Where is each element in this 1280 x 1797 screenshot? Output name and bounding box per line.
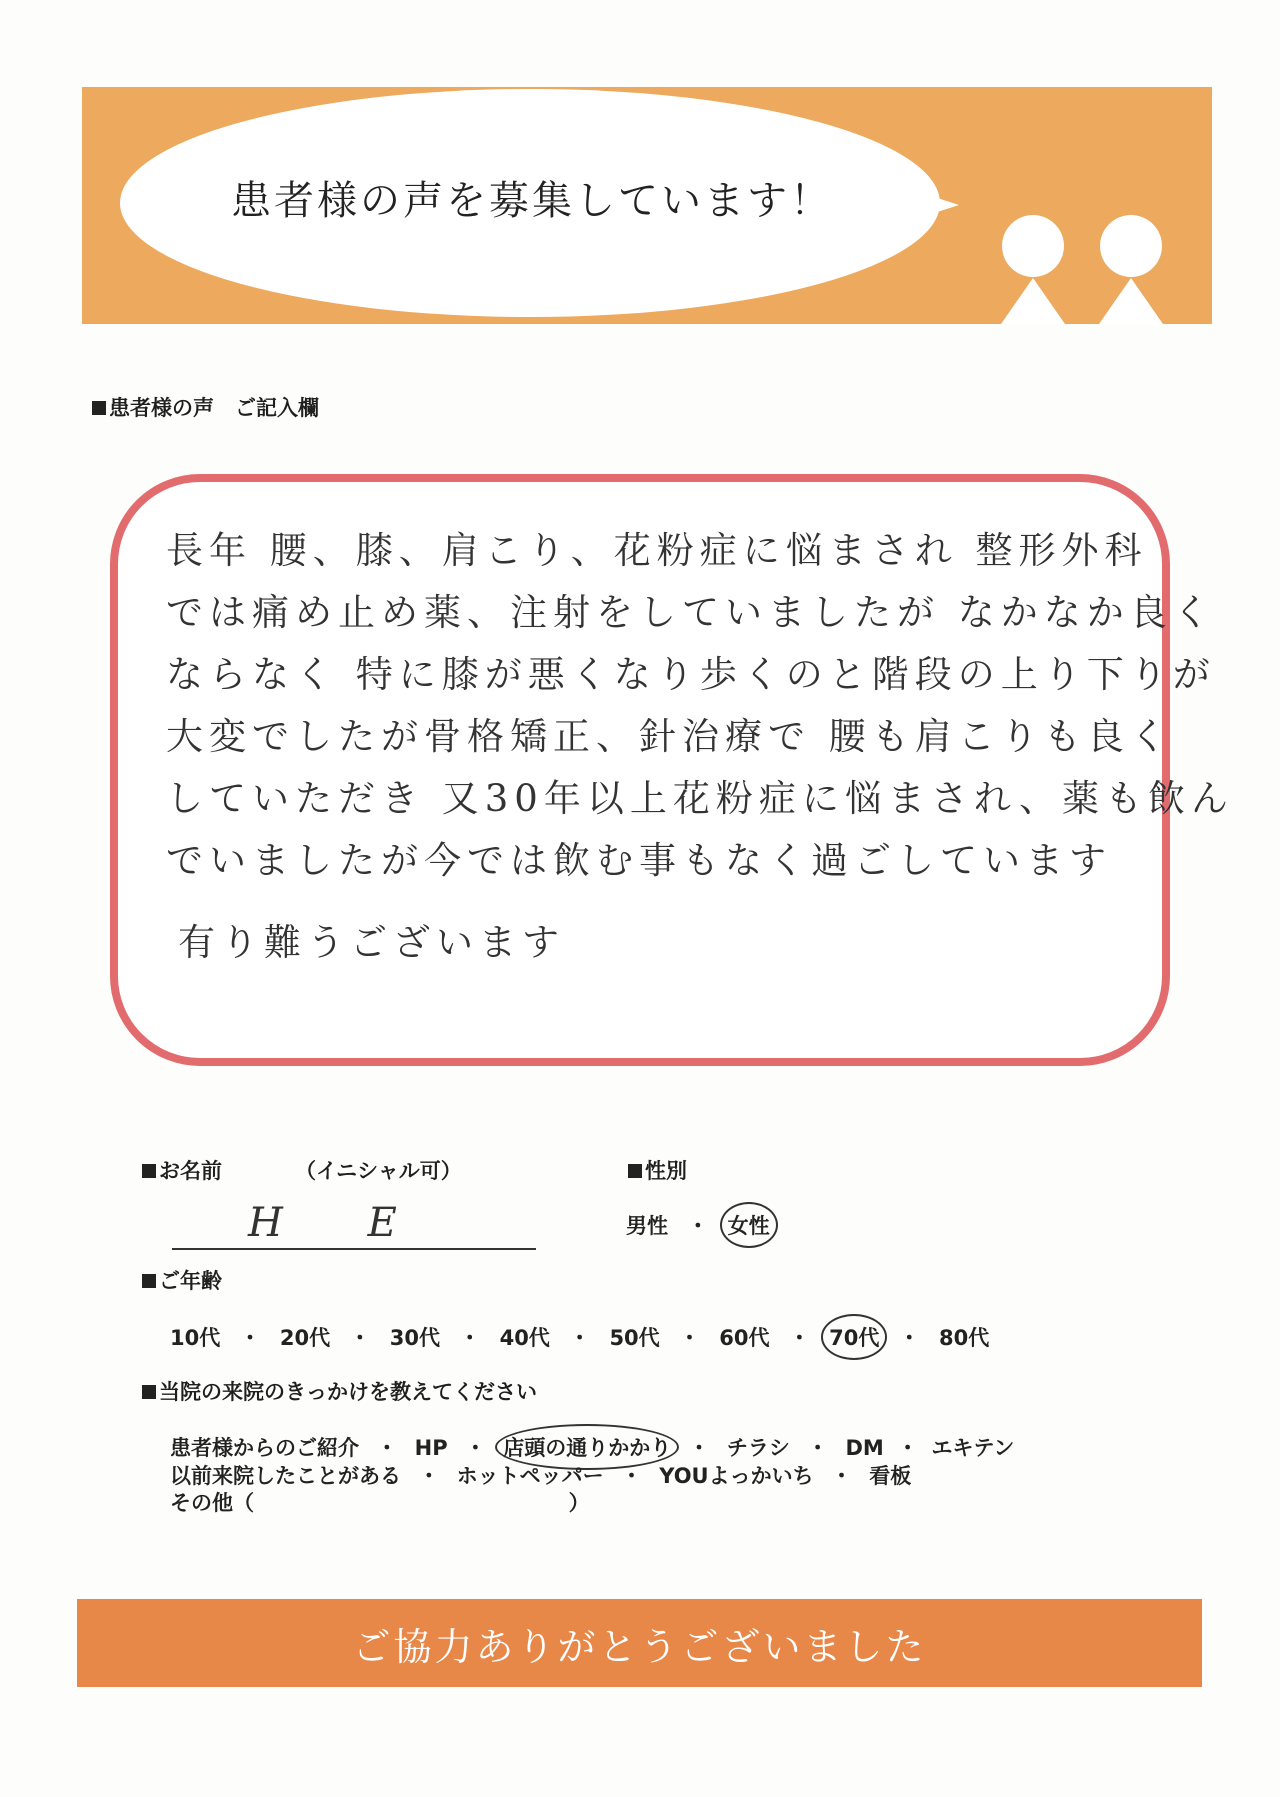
- gender-options: 男性 ・ 女性: [626, 1210, 770, 1240]
- voice-section-label: 患者様の声 ご記入欄: [92, 392, 319, 422]
- handwritten-closing: 有り難うございます: [178, 921, 565, 964]
- gender-option-male[interactable]: 男性: [626, 1214, 668, 1238]
- square-bullet-icon: [92, 401, 106, 415]
- age-option[interactable]: 40代: [499, 1326, 550, 1350]
- trigger-option[interactable]: エキテン: [931, 1436, 1015, 1460]
- voice-entry-box[interactable]: [110, 474, 1235, 1066]
- thanks-footer: ご協力ありがとうございました: [77, 1599, 1202, 1687]
- trigger-options-row2: 以前来院したことがある ・ ホットペッパー ・ YOUよっかいち ・ 看板: [170, 1464, 912, 1488]
- name-value: H E: [248, 1200, 433, 1246]
- handwritten-line: でいましたが今では飲む事もなく過ごしています: [166, 839, 1112, 882]
- square-bullet-icon: [142, 1274, 156, 1288]
- handwritten-line: していただき 又30年以上花粉症に悩まされ、薬も飲ん: [166, 777, 1235, 820]
- square-bullet-icon: [142, 1385, 156, 1399]
- trigger-option[interactable]: チラシ: [726, 1436, 790, 1460]
- age-option[interactable]: 80代: [939, 1326, 990, 1350]
- square-bullet-icon: [142, 1164, 156, 1178]
- header-banner: [82, 87, 1212, 324]
- banner-title: 患者様の声を募集しています！: [231, 178, 833, 224]
- age-option[interactable]: 60代: [719, 1326, 770, 1350]
- trigger-option[interactable]: 患者様からのご紹介: [170, 1436, 359, 1460]
- trigger-options-row1: 患者様からのご紹介 ・ HP ・ 店頭の通りかかり ・ チラシ ・ DM ・ エキテン: [170, 1432, 1014, 1462]
- name-note: （イニシャル可）: [295, 1159, 462, 1183]
- age-option[interactable]: 30代: [389, 1326, 440, 1350]
- gender-option-female[interactable]: 女性: [728, 1210, 770, 1240]
- age-option[interactable]: 20代: [279, 1326, 331, 1350]
- square-bullet-icon: [628, 1164, 642, 1178]
- trigger-option[interactable]: HP: [414, 1436, 448, 1460]
- trigger-option[interactable]: YOUよっかいち: [659, 1464, 814, 1488]
- handwritten-line: では痛め止め薬、注射をしていましたが なかなか良く: [166, 591, 1216, 634]
- age-option[interactable]: 10代: [170, 1326, 221, 1350]
- handwritten-line: ならなく 特に膝が悪くなり歩くのと階段の上り下りが: [166, 653, 1216, 696]
- trigger-option[interactable]: 以前来院したことがある: [170, 1464, 401, 1488]
- trigger-other-label: その他（: [170, 1491, 254, 1515]
- name-underline[interactable]: [172, 1248, 536, 1250]
- age-options: 10代 ・ 20代 ・ 30代 ・ 40代 ・ 50代 ・ 60代 ・ 70代 ・ 80代: [170, 1322, 989, 1352]
- speech-bubble-tail: [925, 194, 959, 216]
- name-label: お名前: [142, 1155, 222, 1185]
- trigger-option[interactable]: 看板: [869, 1464, 912, 1488]
- handwritten-line: 大変でしたが骨格矯正、針治療で 腰も肩こりも良く: [166, 715, 1173, 758]
- trigger-option-selected[interactable]: 店頭の通りかかり: [503, 1432, 671, 1462]
- trigger-option[interactable]: DM: [845, 1436, 884, 1460]
- handwritten-line: 長年 腰、膝、肩こり、花粉症に悩まされ 整形外科: [166, 529, 1148, 572]
- trigger-option[interactable]: ホットペッパー: [456, 1464, 604, 1488]
- trigger-other: その他（ ）: [170, 1491, 590, 1515]
- gender-label: 性別: [628, 1155, 687, 1185]
- trigger-label: 当院の来院のきっかけを教えてください: [142, 1376, 537, 1406]
- age-option-selected[interactable]: 70代: [829, 1322, 879, 1352]
- age-option[interactable]: 50代: [609, 1326, 660, 1350]
- age-label: ご年齢: [142, 1265, 222, 1295]
